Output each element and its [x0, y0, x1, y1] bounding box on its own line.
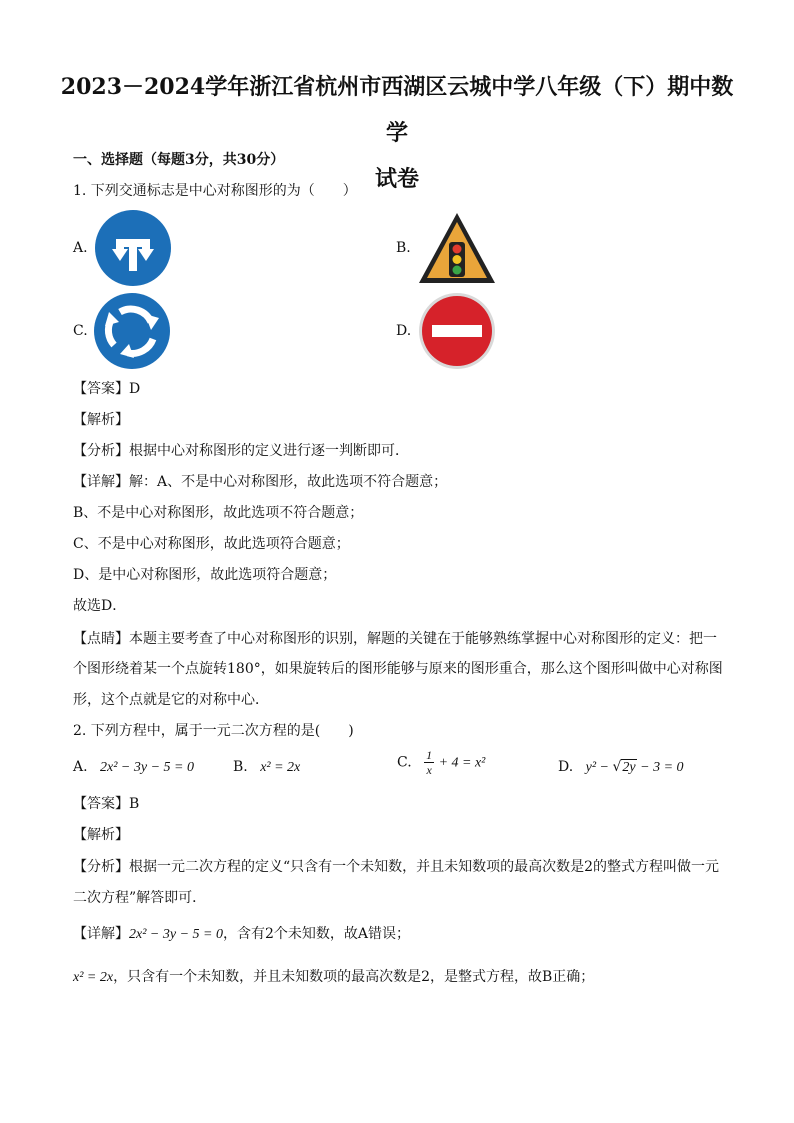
- q1-detail-b: B、不是中心对称图形，故此选项不符合题意；: [73, 505, 364, 521]
- q2-option-b-label: B.: [233, 759, 248, 775]
- q1-detail: 【详解】解：A、不是中心对称图形，故此选项不符合题意；: [73, 474, 448, 490]
- q2-option-b: [233, 759, 300, 776]
- q1-detail-d: D、是中心对称图形，故此选项符合题意；: [73, 567, 337, 583]
- option-d-label: D.: [396, 323, 412, 339]
- q2-option-c-equation: + 4 = x²: [438, 755, 486, 771]
- q2-option-a-label: A.: [73, 759, 88, 775]
- q2-detail-b: [73, 967, 594, 988]
- q2-option-d: D. y² − √2y − 3 = 0: [558, 759, 684, 775]
- q2-analysis-heading: 【解析】: [73, 827, 129, 843]
- q2-option-a-equation: 2x² − 3y − 5 = 0: [100, 760, 194, 775]
- turn-left-or-right-sign-icon: [94, 209, 172, 287]
- fraction-denominator: x: [426, 763, 432, 777]
- q2-detail-a: [73, 924, 410, 945]
- q2-option-c: [397, 748, 485, 777]
- q2-analysis-line-2: 二次方程”解答即可．: [73, 890, 207, 906]
- q2-option-c-label: C.: [397, 754, 412, 771]
- title-line-1: 2023－2024学年浙江省杭州市西湖区云城中学八年级（下）期中数学: [60, 74, 734, 146]
- option-a-label: A.: [73, 240, 88, 256]
- q2-option-d-label: D.: [558, 759, 574, 775]
- traffic-light-warning-sign-icon: [417, 211, 497, 285]
- q1-answer: 【答案】D: [73, 381, 141, 397]
- q1-analysis-heading: 【解析】: [73, 412, 129, 428]
- q1-note-line-3: 形，这个点就是它的对称中心．: [73, 692, 269, 708]
- q2-option-c-fraction: [424, 748, 434, 777]
- q2-detail-b-text: ，只含有一个未知数，并且未知数项的最高次数是2，是整式方程，故B正确；: [113, 969, 595, 985]
- q2-option-d-radicand: 2y: [622, 760, 636, 775]
- title-line-2: 试卷: [374, 166, 419, 192]
- q1-choice: 故选D．: [73, 598, 127, 614]
- section-heading: 一、选择题（每题3分，共30分）: [73, 152, 285, 168]
- q1-detail-c: C、不是中心对称图形，故此选项符合题意；: [73, 536, 350, 552]
- option-b-label: B.: [396, 240, 411, 256]
- question-1-stem: 1. 下列交通标志是中心对称图形的为（ ）: [73, 183, 357, 199]
- fraction-numerator: 1: [426, 748, 433, 762]
- q2-detail-b-equation: x² = 2x: [73, 970, 114, 985]
- q2-option-d-equation-end: − 3 = 0: [636, 760, 684, 775]
- no-entry-sign-icon: [418, 292, 496, 370]
- q2-detail-a-equation: 2x² − 3y − 5 = 0: [129, 927, 223, 942]
- q2-detail-a-text: ，含有2个未知数，故A错误；: [222, 926, 410, 942]
- option-c-label: C.: [73, 323, 88, 339]
- q2-option-d-equation-start: y² −: [585, 760, 613, 775]
- question-2-stem: 2. 下列方程中，属于一元二次方程的是( ): [73, 723, 354, 739]
- q1-analysis: 【分析】根据中心对称图形的定义进行逐一判断即可．: [73, 443, 409, 459]
- q2-option-b-equation: x² = 2x: [260, 760, 301, 775]
- q2-option-a: [73, 759, 194, 776]
- q2-answer: 【答案】B: [73, 796, 140, 812]
- q1-note-line-1: 【点睛】本题主要考查了中心对称图形的识别，解题的关键在于能够熟练掌握中心对称图形的定义：把一: [73, 631, 717, 647]
- q2-analysis-line-1: 【分析】根据一元二次方程的定义“只含有一个未知数，并且未知数项的最高次数是2的整式方程叫做一元: [73, 859, 720, 875]
- q2-detail-heading: 【详解】: [73, 926, 129, 942]
- roundabout-sign-icon: [93, 292, 171, 370]
- q1-note-line-2: 个图形绕着某一个点旋转180°，如果旋转后的图形能够与原来的图形重合，那么这个图形叫做中心对称图: [73, 661, 723, 677]
